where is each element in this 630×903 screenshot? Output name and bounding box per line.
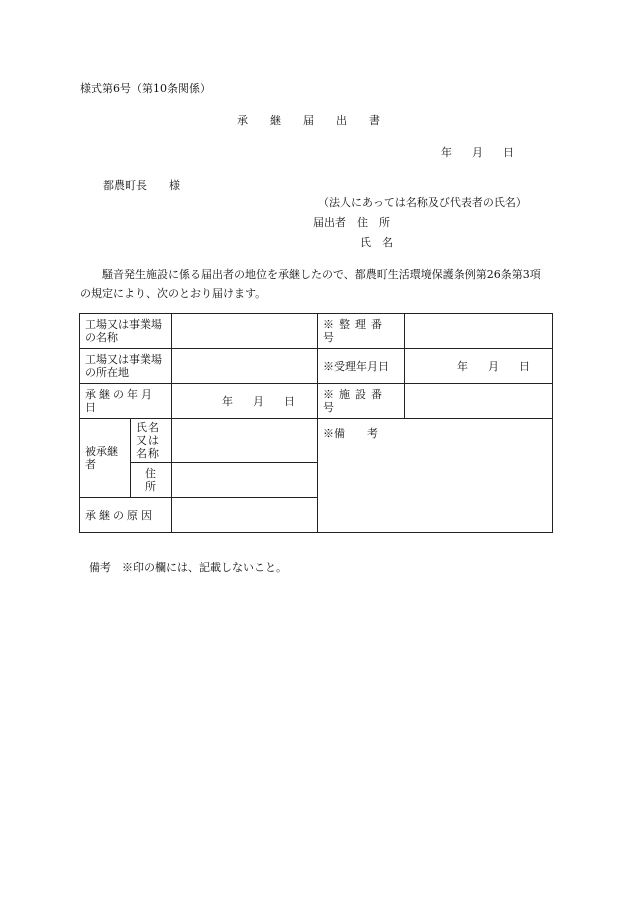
succession-date-label: 承継の年月日 bbox=[80, 384, 172, 419]
facility-number-label: ※施設番号 bbox=[318, 384, 405, 419]
facility-number-field[interactable] bbox=[405, 384, 553, 419]
successor-address-field[interactable] bbox=[172, 463, 318, 498]
facility-name-field[interactable] bbox=[172, 314, 318, 349]
form-number: 様式第6号（第10条関係） bbox=[80, 82, 211, 95]
successor-address-label: 住 所 bbox=[131, 463, 172, 498]
reg-number-label: ※整理番号 bbox=[318, 314, 405, 349]
successor-name-field[interactable] bbox=[172, 419, 318, 463]
facility-name-label: 工場又は事業場の名称 bbox=[80, 314, 172, 349]
notifier-name-label: 氏 名 bbox=[360, 236, 393, 249]
reg-number-field[interactable] bbox=[405, 314, 553, 349]
addressee: 都農町長 様 bbox=[103, 179, 180, 192]
body-text: 騒音発生施設に係る届出者の地位を承継したので、都農町生活環境保護条例第26条第3項の規定により、次のとおり届けます。 bbox=[80, 268, 541, 300]
received-date-label: ※受理年月日 bbox=[318, 349, 405, 384]
successor-name-label: 氏名又は名称 bbox=[131, 419, 172, 463]
facility-location-label: 工場又は事業場の所在地 bbox=[80, 349, 172, 384]
facility-location-field[interactable] bbox=[172, 349, 318, 384]
successor-label: 被承継者 bbox=[80, 419, 131, 498]
notifier-address-label: 届出者 住 所 bbox=[313, 216, 390, 229]
reason-field[interactable] bbox=[172, 498, 318, 533]
document-title: 承継届出書 bbox=[237, 114, 402, 127]
corporation-note: （法人にあっては名称及び代表者の氏名） bbox=[318, 196, 527, 209]
remarks-label: ※備 考 bbox=[318, 419, 553, 533]
reason-label: 承継の原因 bbox=[80, 498, 172, 533]
succession-date-field[interactable]: 年月日 bbox=[172, 384, 318, 419]
footnote: 備考 ※印の欄には、記載しないこと。 bbox=[89, 561, 287, 574]
submission-date: 年月日 bbox=[441, 146, 534, 159]
succession-form-table bbox=[79, 313, 553, 533]
received-date-field[interactable]: 年月日 bbox=[405, 349, 553, 384]
